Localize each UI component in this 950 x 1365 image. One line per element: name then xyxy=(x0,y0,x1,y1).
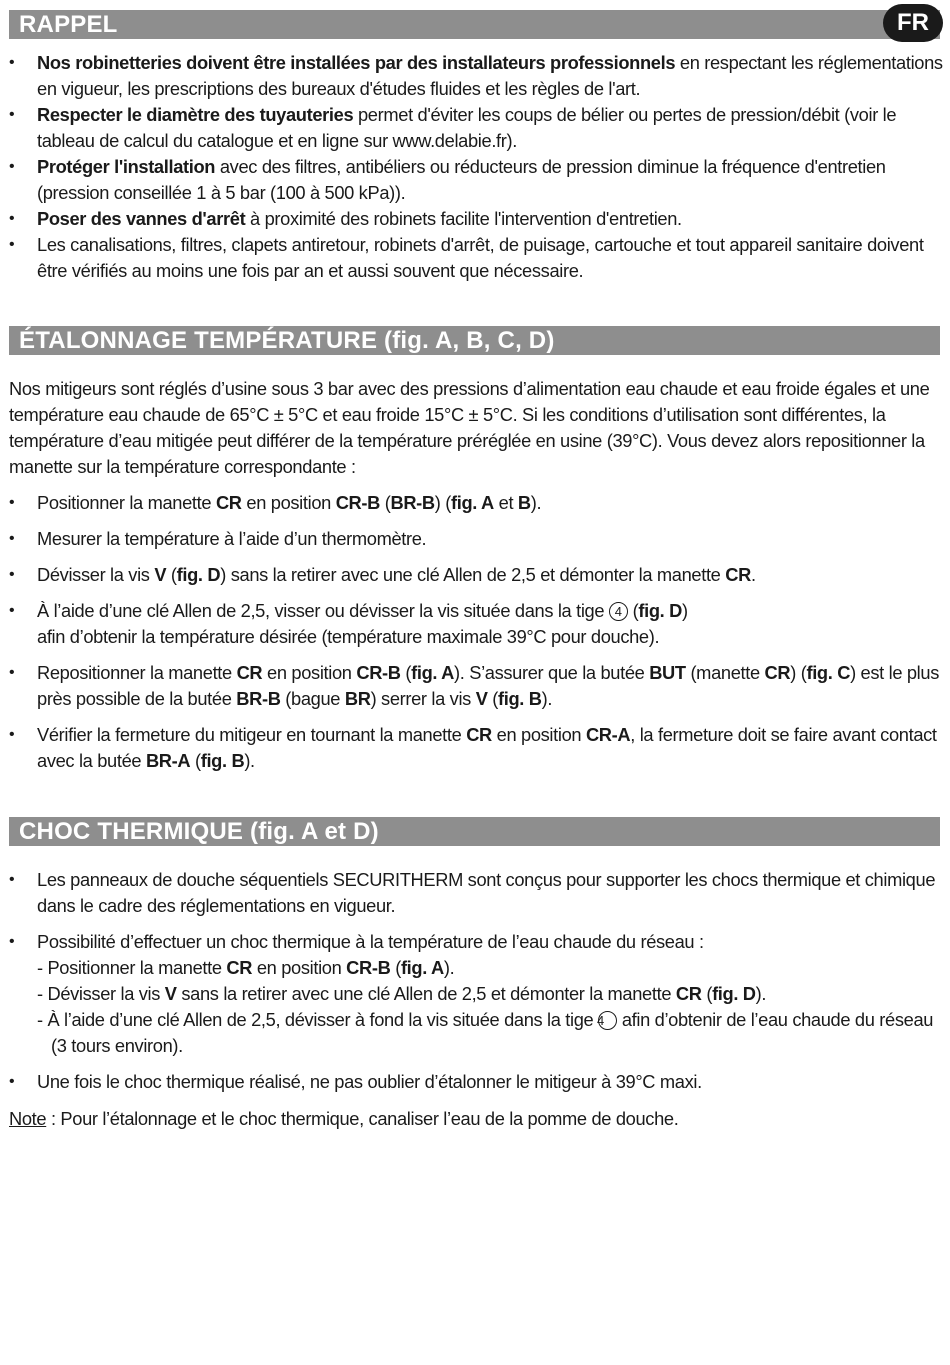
note xyxy=(9,1106,944,1132)
emphasis-text: fig. B xyxy=(498,688,542,709)
emphasis-text: BR-B xyxy=(236,688,281,709)
section-title: CHOC THERMIQUE (fig. A et D) xyxy=(19,818,379,845)
list-item: • Vérifier la fermeture du mitigeur en tournant la manette CR en position CR-A, la fermeture doit se faire avant contact avec la butée BR-A (fig. B). xyxy=(9,722,944,774)
list-item: • Poser des vannes d'arrêt à proximité des robinets facilite l'intervention d'entretien. xyxy=(9,206,944,232)
sub-step: - Dévisser la vis V sans la retirer avec une clé Allen de 2,5 et démonter la manette CR (fig. D). xyxy=(37,983,767,1004)
list-item: • Possibilité d’effectuer un choc thermique à la température de l’eau chaude du réseau : - Positionner la manette CR en position CR-B (fig. A). - Dévisser la vis V sans la retirer avec une clé Allen de 2,5 et démonter la manette CR (fig. D). - À l’aide d’une clé Allen de 2,5, dévisser à fond la vis située dans la tige 4 afin d’obtenir de l’eau chaude du réseau (3 tours environ). xyxy=(9,929,944,1059)
emphasis-text: CR xyxy=(215,492,242,513)
emphasis-text: BR-B xyxy=(390,492,435,513)
emphasis-text: Poser des vannes d'arrêt xyxy=(37,208,246,229)
rappel-list xyxy=(9,50,944,284)
emphasis-text: V xyxy=(154,564,167,585)
circled-number-icon: 4 xyxy=(598,1011,617,1030)
emphasis-text: V xyxy=(164,983,177,1004)
emphasis-text: fig. B xyxy=(200,750,245,771)
emphasis-text: fig. D xyxy=(176,564,221,585)
emphasis-text: CR xyxy=(764,662,791,683)
emphasis-text: Nos robinetteries doivent être installées par des installateurs professionnels xyxy=(37,52,676,73)
emphasis-text: CR xyxy=(466,724,492,745)
list-item: • Protéger l'installation avec des filtres, antibéliers ou réducteurs de pression diminue la fréquence d'entretien (pression conseillée 1 à 5 bar (100 à 500 kPa)). xyxy=(9,154,944,206)
emphasis-text: fig. A xyxy=(400,957,444,978)
emphasis-text: Protéger l'installation xyxy=(37,156,216,177)
sub-step: - À l’aide d’une clé Allen de 2,5, dévisser à fond la vis située dans la tige 4 afin d’obtenir de l’eau chaude du réseau (3 tours environ). xyxy=(37,1009,934,1056)
emphasis-text: CR-B xyxy=(346,957,391,978)
list-item: • Dévisser la vis V (fig. D) sans la retirer avec une clé Allen de 2,5 et démonter la manette CR. xyxy=(9,562,944,588)
list-item: • Repositionner la manette CR en position CR-B (fig. A). S’assurer que la butée BUT (manette CR) (fig. C) est le plus près possible de la butée BR-B (bague BR) serrer la vis V (fig. B). xyxy=(9,660,944,712)
language-badge: FR xyxy=(883,4,943,42)
emphasis-text: BR xyxy=(344,688,371,709)
list-item: • Respecter le diamètre des tuyauteries permet d'éviter les coups de bélier ou pertes de pression/débit (voir le tableau de calcul du catalogue et en ligne sur www.delabie.fr). xyxy=(9,102,944,154)
list-item: • Positionner la manette CR en position CR-B (BR-B) (fig. A et B). xyxy=(9,490,944,516)
circled-number-icon: 4 xyxy=(609,602,628,621)
emphasis-text: fig. A xyxy=(411,662,455,683)
section-header-rappel xyxy=(9,10,940,39)
emphasis-text: CR-B xyxy=(356,662,401,683)
emphasis-text: Respecter le diamètre des tuyauteries xyxy=(37,104,354,125)
list-item: • Les panneaux de douche séquentiels SECURITHERM sont conçus pour supporter les chocs thermique et chimique dans le cadre des réglementations en vigueur. xyxy=(9,867,944,919)
emphasis-text: CR xyxy=(236,662,263,683)
section-header-etalonnage xyxy=(9,326,940,355)
section-header-choc xyxy=(9,817,940,846)
emphasis-text: CR xyxy=(675,983,702,1004)
list-item: • Mesurer la température à l’aide d’un thermomètre. xyxy=(9,526,944,552)
emphasis-text: CR xyxy=(725,564,751,585)
emphasis-text: fig. D xyxy=(712,983,756,1004)
emphasis-text: V xyxy=(475,688,488,709)
emphasis-text: fig. A xyxy=(450,492,494,513)
emphasis-text: CR-A xyxy=(585,724,631,745)
emphasis-text: BUT xyxy=(649,662,686,683)
note-text: : Pour l’étalonnage et le choc thermique, canaliser l’eau de la pomme de douche. xyxy=(46,1108,679,1129)
emphasis-text: CR-B xyxy=(335,492,380,513)
list-item: • Les canalisations, filtres, clapets antiretour, robinets d'arrêt, de puisage, cartouche et tout appareil sanitaire doivent être vérifiés au moins une fois par an et aussi souvent que nécessaire. xyxy=(9,232,944,284)
list-item: • Une fois le choc thermique réalisé, ne pas oublier d’étalonner le mitigeur à 39°C maxi. xyxy=(9,1069,944,1095)
etalonnage-intro: Nos mitigeurs sont réglés d’usine sous 3 bar avec des pressions d’alimentation eau chaude et eau froide égales et une température eau chaude de 65°C ± 5°C et eau froide 15°C ± 5°C. Si les conditions d’utilisation sont différentes, la température d’eau mitigée peut différer de la température préréglée en usine (39°C). Vous devez alors repositionner la manette sur la température correspondante : xyxy=(9,378,930,477)
etalonnage-steps xyxy=(9,490,944,784)
emphasis-text: CR xyxy=(226,957,253,978)
emphasis-text: fig. C xyxy=(806,662,851,683)
choc-list xyxy=(9,867,944,1105)
section-title: ÉTALONNAGE TEMPÉRATURE (fig. A, B, C, D) xyxy=(19,327,555,354)
note-label: Note xyxy=(9,1108,47,1129)
sub-step: - Positionner la manette CR en position CR-B (fig. A). xyxy=(37,957,455,978)
section-title: RAPPEL xyxy=(19,11,118,38)
emphasis-text: BR-A xyxy=(145,750,191,771)
emphasis-text: B xyxy=(517,492,531,513)
emphasis-text: fig. D xyxy=(638,600,682,621)
list-item: • À l’aide d’une clé Allen de 2,5, visser ou dévisser la vis située dans la tige 4 (fig. D) afin d’obtenir la température désirée (température maximale 39°C pour douche). xyxy=(9,598,944,650)
list-item: • Nos robinetteries doivent être installées par des installateurs professionnels en respectant les réglementations en vigueur, les prescriptions des bureaux d'études fluides et les règles de l'art. xyxy=(9,50,944,102)
